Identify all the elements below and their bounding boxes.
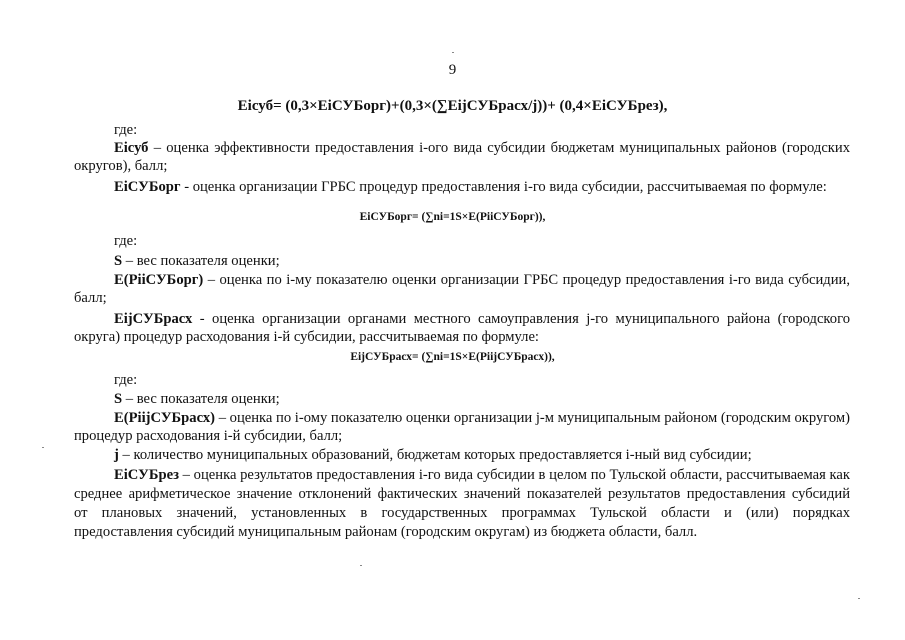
- esub-term: Eiсуб: [114, 140, 149, 156]
- s-text: – вес показателя оценки;: [122, 253, 280, 269]
- s-term-2: S: [114, 391, 123, 407]
- s-text-2: – вес показателя оценки;: [122, 391, 280, 407]
- eij-definition-line-2: округа) процедур расходования i-й субсидии, рассчитываемая по формуле:: [74, 329, 539, 345]
- ep-org-definition-line-1: [114, 271, 850, 289]
- s-term: S: [114, 253, 123, 269]
- s-definition-2: [114, 390, 280, 408]
- ep-org-text: – оценка по i-му показателю оценки организации ГРБС процедур предоставления i-го вида субсидии,: [203, 272, 850, 288]
- eij-definition-line-1: [114, 310, 850, 328]
- erez-text: – оценка результатов предоставления i-го вида субсидии в целом по Тульской области, рассчитываемая как: [178, 467, 850, 483]
- ep-org-definition-line-2: балл;: [74, 290, 107, 306]
- where-label-2: где:: [114, 233, 138, 249]
- where-label-1: где:: [114, 122, 138, 138]
- page-number: 9: [448, 62, 457, 78]
- eij-text: - оценка организации органами местного самоуправления j-го муниципального района (городского: [192, 311, 850, 327]
- formula-rash: EijСУБрасх= (∑ni=1S×E(PiijСУБрасх)),: [350, 351, 555, 363]
- ep-rash-term: E(PiijСУБрасх): [114, 410, 216, 426]
- erez-definition-line-3: от плановых значений, установленных в государственных программах Тульской области и (или) порядках: [74, 505, 850, 521]
- esub-definition-line-1: [114, 139, 850, 157]
- erez-definition-line-1: [114, 466, 850, 484]
- erez-definition-line-4: предоставления субсидий муниципальным районам (городским округам) из бюджета области, балл.: [74, 524, 698, 540]
- s-definition-1: [114, 252, 280, 270]
- ep-rash-text: – оценка по i-ому показателю оценки организации j-м муниципальным районом (городским округом): [215, 410, 851, 426]
- scan-speck: [858, 598, 860, 599]
- erez-definition-line-2: среднее арифметическое значение отклонений фактических значений показателей результатов предоставления субсидий: [74, 486, 850, 502]
- scan-speck: [452, 52, 454, 53]
- formula-main: Eiсуб= (0,3×EiСУБорг)+(0,3×(∑EijСУБрасх/j))+ (0,4×EiСУБрез),: [237, 98, 668, 114]
- eorg-term: EiСУБорг: [114, 179, 181, 195]
- scan-speck: [42, 447, 44, 448]
- j-text: – количество муниципальных образований, бюджетам которых предоставляется i-ный вид субсидии;: [118, 447, 752, 463]
- formula-org: EiСУБорг= (∑ni=1S×E(PiiСУБорг)),: [359, 211, 546, 223]
- ep-rash-definition-line-2: процедур расходования i-й субсидии, балл;: [74, 428, 343, 444]
- j-term: j: [114, 447, 119, 463]
- esub-definition-line-2: округов), балл;: [74, 158, 168, 174]
- j-definition: [114, 446, 752, 464]
- esub-text: – оценка эффективности предоставления i-ого вида субсидии бюджетам муниципальных районов (городских: [148, 140, 850, 156]
- erez-term: EiСУБрез: [114, 467, 179, 483]
- eij-term: EijСУБрасх: [114, 311, 193, 327]
- scan-speck: [360, 565, 362, 566]
- ep-rash-definition-line-1: [114, 409, 850, 427]
- ep-org-term: E(PiiСУБорг): [114, 272, 204, 288]
- eorg-definition: [114, 178, 827, 196]
- where-label-3: где:: [114, 372, 138, 388]
- eorg-text: - оценка организации ГРБС процедур предоставления i-го вида субсидии, рассчитываемая по формуле:: [180, 179, 827, 195]
